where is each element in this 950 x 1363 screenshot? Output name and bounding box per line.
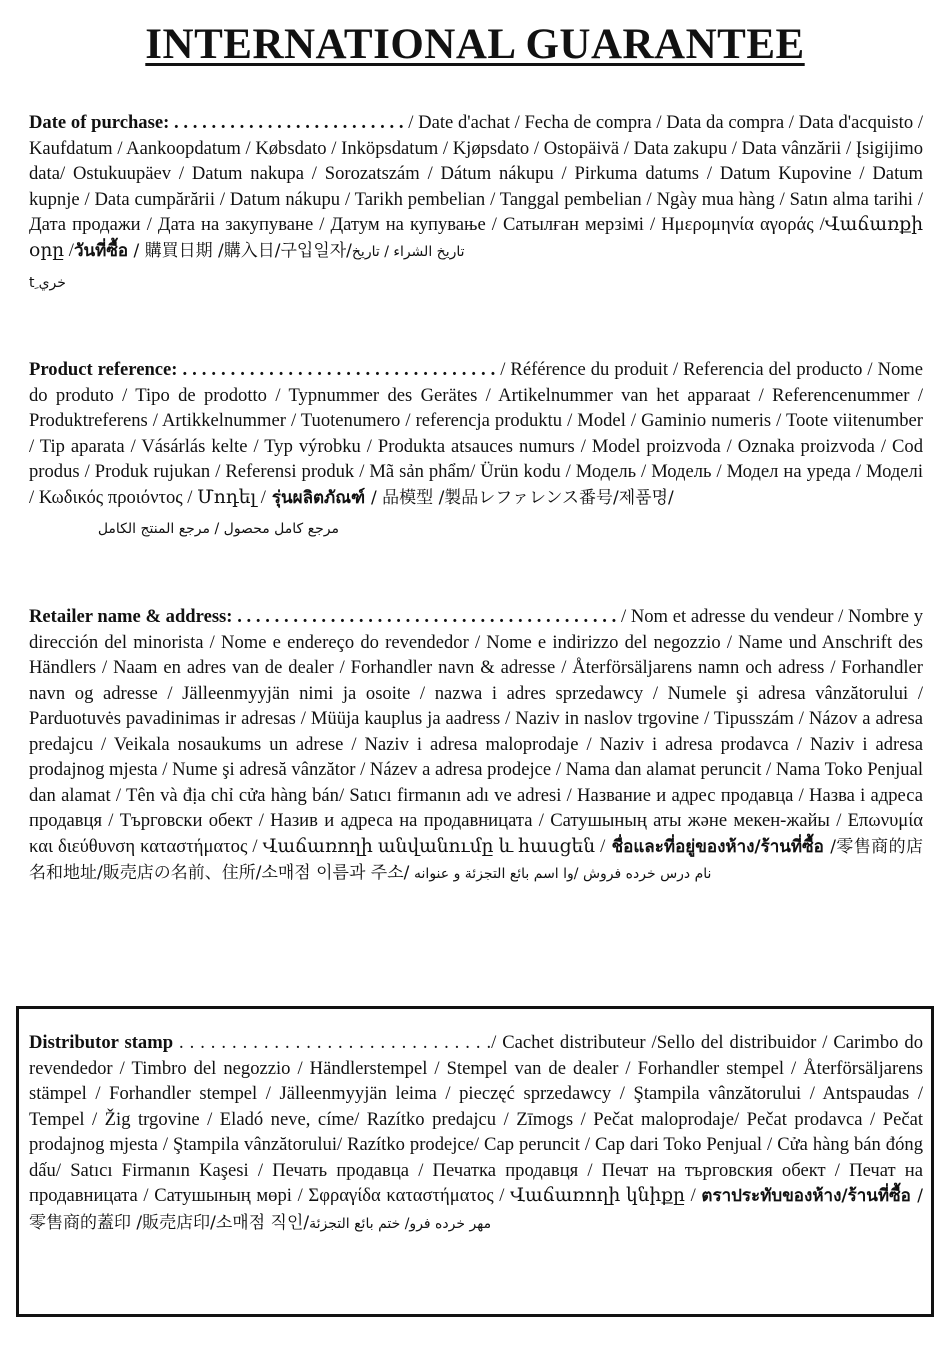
date-of-purchase-dots: . . . . . . . . . . . . . . . . . . . . . . . . .: [169, 112, 409, 133]
retailer-thai: ชื่อและที่อยู่ของห้าง/ร้านที่ซื้อ: [605, 836, 831, 857]
retailer-cjk: /零售商的店名和地址/販売店の名前、住所/소매점 이름과 주소/: [29, 836, 923, 883]
date-of-purchase-section: [29, 110, 923, 297]
date-of-purchase-thai: วันที่ซื้อ: [73, 240, 129, 261]
date-of-purchase-cjk: / 購買日期 /購入日/구입일자/: [128, 240, 352, 261]
product-reference-cjk: / 品模型 /製品レファレンス番号/제품명/: [371, 487, 674, 508]
product-reference-arabic: مرجع كامل محصول / مرجع المنتج الكامل: [97, 521, 339, 537]
product-reference-label: Product reference:: [29, 359, 178, 380]
distributor-stamp-cjk: / 零售商的蓋印 /販売店印/소매점 직인/: [29, 1186, 923, 1233]
product-reference-dots: . . . . . . . . . . . . . . . . . . . . . . . . . . . . . . . . .: [177, 359, 501, 380]
page-title: INTERNATIONAL GUARANTEE: [145, 21, 805, 68]
distributor-stamp-section: [29, 1030, 923, 1237]
date-of-purchase-arabic: تاريخ الشراء / تاريخ: [351, 243, 465, 260]
retailer-dots: . . . . . . . . . . . . . . . . . . . . . . . . . . . . . . . . . . . . . . . . .: [232, 606, 621, 627]
distributor-stamp-dots: . . . . . . . . . . . . . . . . . . . . . . . . . . . . .: [173, 1032, 487, 1053]
retailer-section: [29, 604, 923, 888]
date-of-purchase-translations: / Date d'achat / Fecha de compra / Data da compra / Data d'acquisto / Kaufdatum / Aankoopdatum / Købsdato / Inköpsdatum / Kjøpsdato / Ostopäivä / Data zakupu / Data vânzării / Įsigijimo data/ Ostukuupäev / Datum nakupa / Sorozatszám / Dátum nákupu / Pirkuma datums / Datum Kupovine / Datum kupnje / Data cumpărării / Datum nákupu / Tarikh pembelian / Tanggal pembelian / Ngày mua hàng / Satın alma tarihi / Дата продажи / Дата на закупуване / Датум на купување / Сатылған мерзімі / Ημερομηνία αγοράς /Վաճառքի օրը /: [29, 112, 924, 261]
distributor-stamp-thai: ตราประทับของห้าง/ร้านที่ซื้อ: [701, 1186, 911, 1206]
retailer-translations: / Nom et adresse du vendeur / Nombre y dirección del minorista / Nome e endereço do revendedor / Nome e indirizzo del negozzio / Name und Anschrift des Händlers / Naam en adres van de dealer / Forhandler navn & adresse / Återförsäljarens namn och adress / Forhandler navn og adresse / Jälleenmyyjän nimi ja osoite / nazwa i adres sprzedawcy / Numele şi adresa vânzătorului / Parduotuvės pavadinimas ir adresas / Müüja kauplus ja aadress / Naziv in naslov trgovine / Tipusszám / Názov a adresa predajcu / Veikala nosaukums un adrese / Naziv i adresa maloprodaje / Naziv i adresa prodavca / Naziv i adresa prodajnog mjesta / Nume şi adresă vânzător / Název a adresa prodejce / Nama dan alamat peruncit / Nama Toko Penjual dan alamat / Tên và địa chỉ cửa hàng bán/ Satıcı firmanın adı ve adresi / Название и адрес продавца / Назва і адреса продавця / Търговски обект / Назив и адреса на продавницата / Сатушының аты және мекен-жайы / Επωνυμία και διεύθυνση καταστήματος / Վաճառողի անվանումը և հասցեն /: [29, 606, 923, 857]
distributor-stamp-translations: ./ Cachet distributeur /Sello del distribuidor / Carimbo do revendedor / Timbro del negozzio / Händlerstempel / Stempel van de dealer / Forhandler stempel / Återförsäljarens stämpel / Forhandler stempel / Jälleenmyyjän leima / pieczęć sprzedawcy / Ştampila vânzătorului / Antspaudas / Tempel / Žig trgovine / Eladó neve, címe/ Razítko predajcu / Zīmogs / Pečat maloprodaje/ Pečat prodavca / Pečat prodajnog mjesta / Ştampila vânzătorului/ Razítko prodejce/ Cap peruncit / Cap dari Toko Penjual / Cửa hàng bán đóng dấu/ Satıcı Firmanın Kaşesi / Печать продавца / Печатка продавця / Печат на търговския обект / Печат на продавницата / Сатушының мөрі / Σφραγίδα καταστήματος / Վաճառողի կնիքը /: [29, 1032, 923, 1206]
distributor-stamp-label: Distributor stamp: [29, 1032, 174, 1053]
product-reference-section: [29, 357, 923, 543]
distributor-stamp-arabic: مهر خرده فرو/ ختم بائع التجزئة: [309, 1215, 492, 1232]
retailer-arabic: نام درس خرده فروش /وا اسم بائع التجزئة و عنوانه: [414, 866, 712, 882]
date-of-purchase-last: خري ِt: [29, 275, 66, 291]
product-reference-translations: / Référence du produit / Referencia del producto / Nome do produto / Tipo de prodotto / Typnummer des Gerätes / Artikelnummer van het apparaat / Referencenummer / Produktreferens / Artikkelnummer / Tuotenumero / referencja produktu / Model / Gaminio numeris / Toote viitenumber / Tip aparata / Vásárlás kelte / Typ výrobku / Produkta atsauces numurs / Model proizvoda / Oznaka proizvoda / Cod produs / Produk rujukan / Referensi produk / Mã sản phẩm/ Ürün kodu / Модель / Модель / Модел на уреда / Моделі / Κωδικός προιόντος / Մոդել /: [29, 359, 924, 508]
date-of-purchase-label: Date of purchase:: [29, 112, 170, 133]
retailer-label: Retailer name & address:: [29, 606, 233, 627]
product-reference-thai: รุ่นผลิตภัณฑ์: [265, 487, 372, 508]
